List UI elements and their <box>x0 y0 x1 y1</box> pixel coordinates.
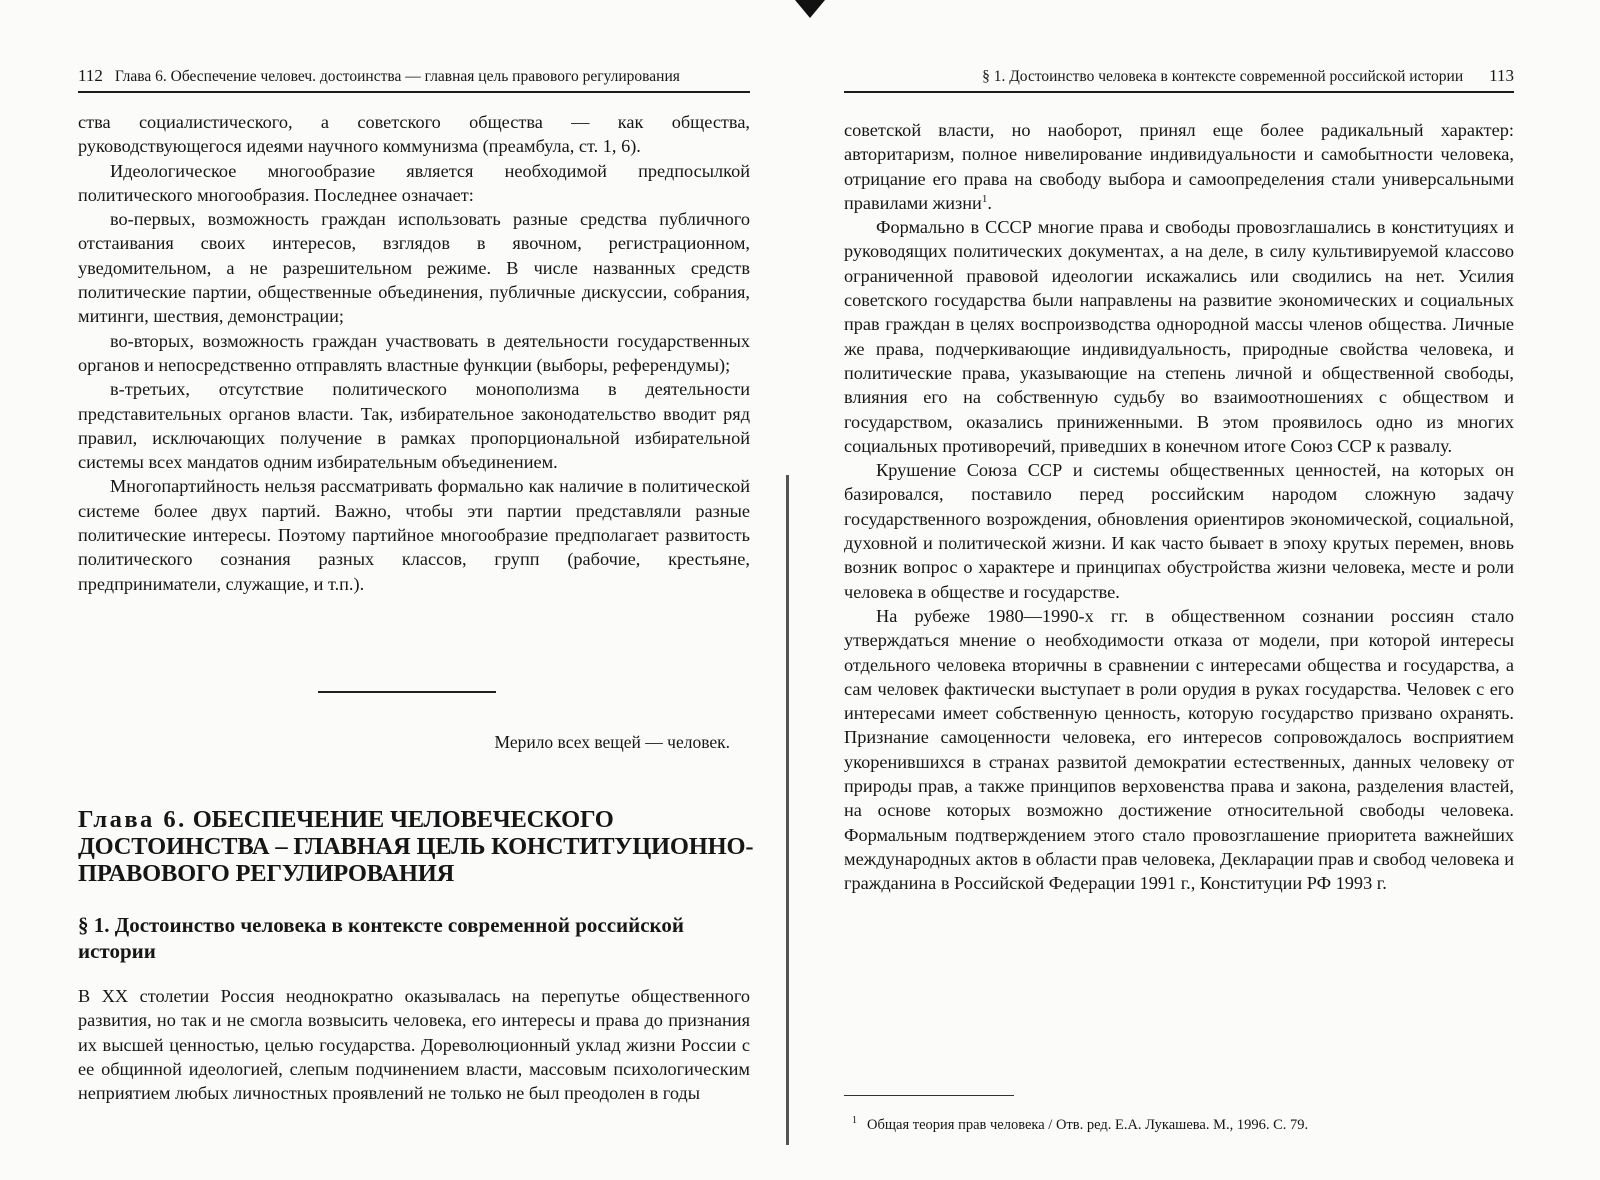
paragraph: В XX столетии Россия неоднократно оказывалась на перепутье общественного развития, но так и не смогла возвысить человека, его интересы и права до признания их высшей ценностью, целью государства. Дореволюционный уклад жизни России с ее общинной идеологией, слепым подчинением власти, массовым психологическим неприятием любых личностных проявлений не только не был преодолен в годы <box>78 986 750 1104</box>
paragraph: Идеологическое многообразие является необходимой предпосылкой политического многообразия. Последнее означает: <box>78 160 750 205</box>
paragraph: во-первых, возможность граждан использовать разные средства публичного отстаивания своих интересов, взглядов в явочном, регистрационном, уведомительном, а не разрешительном режиме. В числе названных средств политические партии, общественные объединения, публичные дискуссии, собрания, митинги, шествия, демонстрации; <box>78 209 750 327</box>
left-page-number: 112 <box>78 66 103 85</box>
left-section-text <box>78 984 750 1105</box>
paragraph: в-третьих, отсутствие политического монополизма в деятельности представительных органов власти. Так, избирательное законодательство вводит ряд правил, исключающих получение в рамках пропорциональной избирательной системы всех мандатов одним избирательным объединением. <box>78 379 750 473</box>
paragraph-end: . <box>987 192 992 213</box>
epigraph: Мерило всех вещей — человек. <box>494 732 730 752</box>
right-body-text <box>844 118 1514 896</box>
chapter-title: ОБЕСПЕЧЕНИЕ ЧЕЛОВЕЧЕСКОГО ДОСТОИНСТВА – ГЛАВНАЯ ЦЕЛЬ КОНСТИТУЦИОННО-ПРАВОВОГО РЕГУЛИРОВАНИЯ <box>78 806 754 887</box>
footnote-number: 1 <box>852 1115 857 1127</box>
left-body-text <box>78 110 750 596</box>
right-running-head-text: § 1. Достоинство человека в контексте современной российской истории <box>982 68 1464 85</box>
left-running-head-text: Глава 6. Обеспечение человеч. достоинства — главная цель правового регулирования <box>114 68 680 85</box>
section-heading: § 1. Достоинство человека в контексте современной российской истории <box>78 913 684 963</box>
left-page <box>0 0 790 1180</box>
left-running-head <box>78 66 750 87</box>
footnote-text: Общая теория прав человека / Отв. ред. Е.А. Лукашева. М., 1996. С. 79. <box>867 1117 1309 1133</box>
paragraph: На рубеже 1980—1990-х гг. в общественном сознании россиян стало утверждаться мнение о необходимости отказа от модели, при которой интересы отдельного человека вторичны в сравнении с интересами общества и государства, а сам человек фактически выступает в роли орудия в руках государства. Человек с его интересами имеет собственную ценность, которую государство призвано охранять. Признание самоценности человека, его интересов сопровождалось восприятием укоренившихся в странах развитой демократии естественных, данных человеку от природы прав, а также принципов верховенства права и закона, разделения властей, на основе которых возможно достижение относительной свободы человека. Формальным подтверждением этого стало провозглашение приоритета важнейших международных актов в области прав человека, Декларации прав и свобод человека и гражданина в Российской Федерации 1991 г., Конституции РФ 1993 г. <box>844 605 1514 894</box>
right-running-head <box>834 66 1514 87</box>
left-header-rule <box>78 91 750 93</box>
footnote-rule <box>844 1095 1014 1096</box>
chapter-heading <box>78 806 758 887</box>
right-page-number: 113 <box>1489 66 1514 85</box>
paragraph-text: советской власти, но наоборот, принял еще более радикальный характер: авторитаризм, полное нивелирование индивидуальности и самобытности человека, отрицание его права на свободу выбора и самоопределения стали универсальными правилами жизни <box>844 120 1514 213</box>
footnote <box>844 1116 1514 1134</box>
paragraph: во-вторых, возможность граждан участвовать в деятельности государственных органов и непосредственно отправлять властные функции (выборы, референдумы); <box>78 330 750 375</box>
right-page <box>790 0 1600 1180</box>
paragraph: Крушение Союза ССР и системы общественных ценностей, на которых он базировался, поставило перед российским народом сложную задачу государственного возрождения, обновления ориентиров экономической, социальной, духовной и политической жизни. И как часто бывает в эпоху крутых перемен, вновь возник вопрос о характере и принципах обустройства жизни человека, месте и роли человека в обществе и государстве. <box>844 460 1514 602</box>
paragraph: Формально в СССР многие права и свободы провозглашались в конституциях и руководящих политических документах, а на деле, в силу культивируемой классово ограниченной правовой идеологии искажались или сводились на нет. Усилия советского государства были направлены на развитие экономических и социальных прав граждан в целях воспроизводства однородной массы членов общества. Личные же права, подчеркивающие индивидуальность, природные свойства человека, и политические права, указывающие на степень личной и общественной свободы, влияния его на собственную судьбу во взаимоотношениях с обществом и государством, оказались приниженными. В этом проявилось одно из многих социальных противоречий, приведших в конечном итоге Союз ССР к развалу. <box>844 217 1514 456</box>
paragraph <box>844 118 1514 215</box>
paragraph: ства социалистического, а советского общества — как общества, руководствующегося идеями научного коммунизма (преамбула, ст. 1, 6). <box>78 112 750 157</box>
footnote-reference: 1 <box>981 192 988 205</box>
section-divider <box>318 691 496 693</box>
right-header-rule <box>844 91 1514 93</box>
chapter-label: Глава 6. <box>78 806 187 833</box>
paragraph: Многопартийность нельзя рассматривать формально как наличие в политической системе более двух партий. Важно, чтобы эти партии представляли разные политические интересы. Поэтому партийное многообразие предполагает развитость политического сознания разных классов, групп (рабочие, крестьяне, предприниматели, служащие, и т.п.). <box>78 476 750 594</box>
